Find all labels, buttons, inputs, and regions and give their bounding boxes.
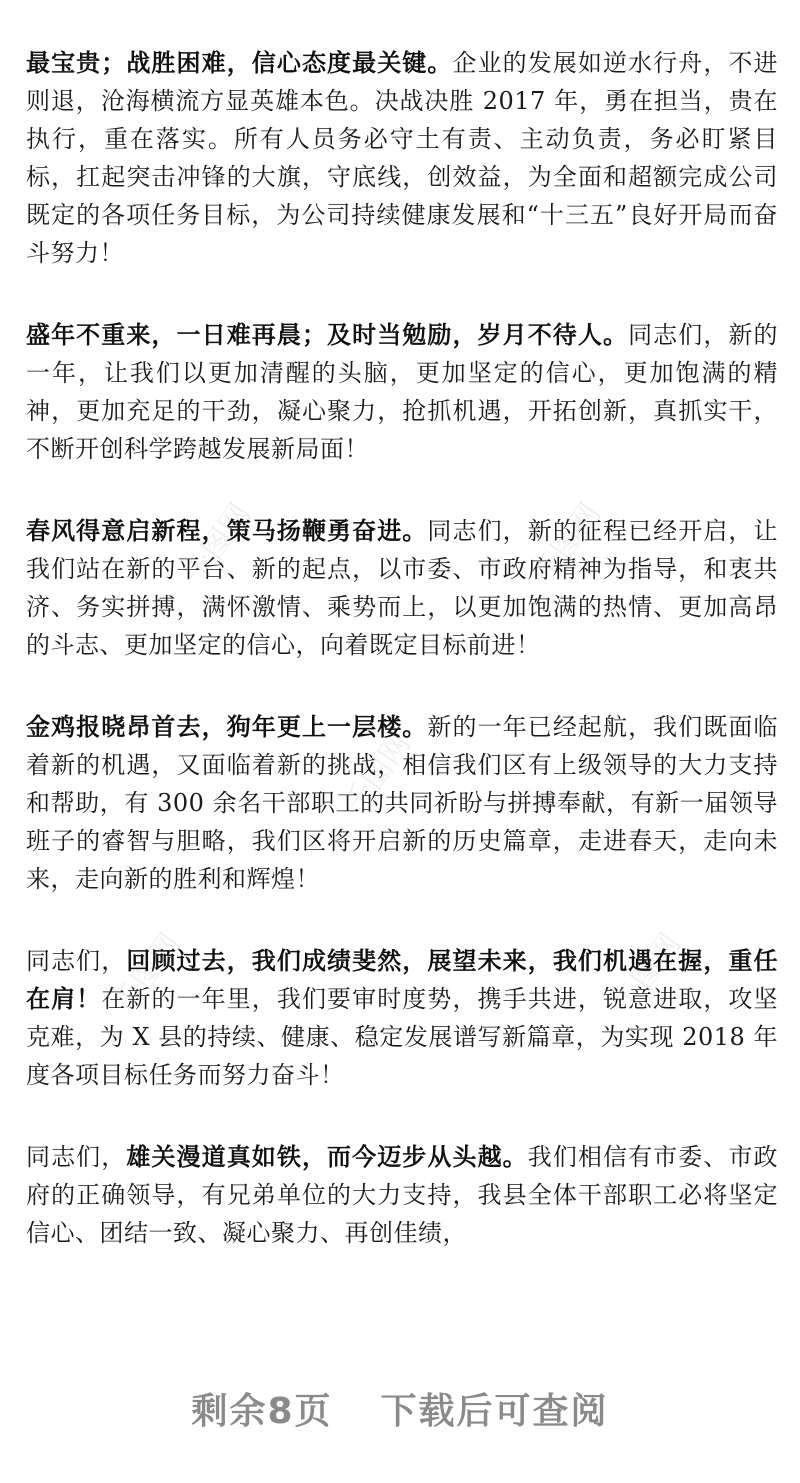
- paragraph-5-text: 在新的一年里，我们要审时度势，携手共进，锐意进取，攻坚克难，为 X 县的持续、健康、稳定发展谱写新篇章，为实现 2018 年度各项目标任务而努力奋斗！: [26, 985, 779, 1089]
- paragraph-1: [26, 44, 778, 272]
- paragraph-6: [26, 1138, 778, 1252]
- paragraph-4: [26, 708, 778, 898]
- paragraph-1-text: 企业的发展如逆水行舟，不进则退，沧海横流方显英雄本色。决战决胜 2017 年，勇在担当，贵在执行，重在落实。所有人员务必守土有责、主动负责，务必盯紧目标，扛起突击冲锋的大旗，守底线，创效益，为全面和超额完成公司既定的各项任务目标，为公司持续健康发展和“十三五”良好开局而奋斗努力！: [26, 49, 779, 267]
- remaining-pages-label: 剩余8页: [191, 1391, 333, 1432]
- paragraph-6-text: 我们相信有市委、市政府的正确领导，有兄弟单位的大力支持，我县全体干部职工必将坚定信心、团结一致、凝心聚力、再创佳绩，: [26, 1143, 779, 1247]
- watermark: 千图网: [337, 727, 419, 821]
- download-to-view-label: 下载后可查阅: [380, 1391, 609, 1432]
- paragraph-2: [26, 316, 778, 468]
- paragraph-3: [26, 512, 778, 664]
- paragraph-2-bold: 盛年不重来，一日难再晨；及时当勉励，岁月不待人。: [26, 321, 629, 349]
- watermark: 千图网: [107, 927, 189, 1021]
- paragraph-5-lead: 同志们，: [26, 947, 127, 975]
- paragraph-1-bold: 最宝贵；战胜困难，信心态度最关键。: [26, 49, 453, 77]
- watermark: 千图网: [607, 927, 689, 1021]
- paragraph-2-text: 同志们，新的一年，让我们以更加清醒的头脑，更加坚定的信心，更加饱满的精神，更加充足的干劲，凝心聚力，抢抓机遇，开拓创新，真抓实干，不断开创科学跨越发展新局面！: [26, 321, 779, 463]
- document-body: [26, 44, 778, 1296]
- paragraph-4-bold: 金鸡报晓昂首去，狗年更上一层楼。: [26, 713, 428, 741]
- download-prompt[interactable]: [0, 1383, 800, 1434]
- paragraph-3-text: 同志们，新的征程已经开启，让我们站在新的平台、新的起点，以市委、市政府精神为指导，和衷共济、务实拼搏，满怀激情、乘势而上，以更加饱满的热情、更加高昂的斗志、更加坚定的信心，向着既定目标前进！: [26, 517, 779, 659]
- paragraph-5: [26, 942, 778, 1094]
- paragraph-5-bold: 回顾过去，我们成绩斐然，展望未来，我们机遇在握，重任在肩！: [26, 947, 779, 1013]
- paragraph-4-text: 新的一年已经起航，我们既面临着新的机遇，又面临着新的挑战，相信我们区有上级领导的大力支持和帮助，有 300 余名干部职工的共同祈盼与拼搏奉献，有新一届领导班子的睿智与胆略，我们区将开启新的历史篇章，走进春天，走向未来，走向新的胜利和辉煌！: [26, 713, 779, 893]
- watermark: 千图网: [177, 497, 259, 591]
- paragraph-6-bold: 雄关漫道真如铁，而今迈步从头越。: [126, 1143, 528, 1171]
- paragraph-6-lead: 同志们，: [26, 1143, 127, 1171]
- watermark: 千图网: [527, 497, 609, 591]
- paragraph-3-bold: 春风得意启新程，策马扬鞭勇奋进。: [26, 517, 428, 545]
